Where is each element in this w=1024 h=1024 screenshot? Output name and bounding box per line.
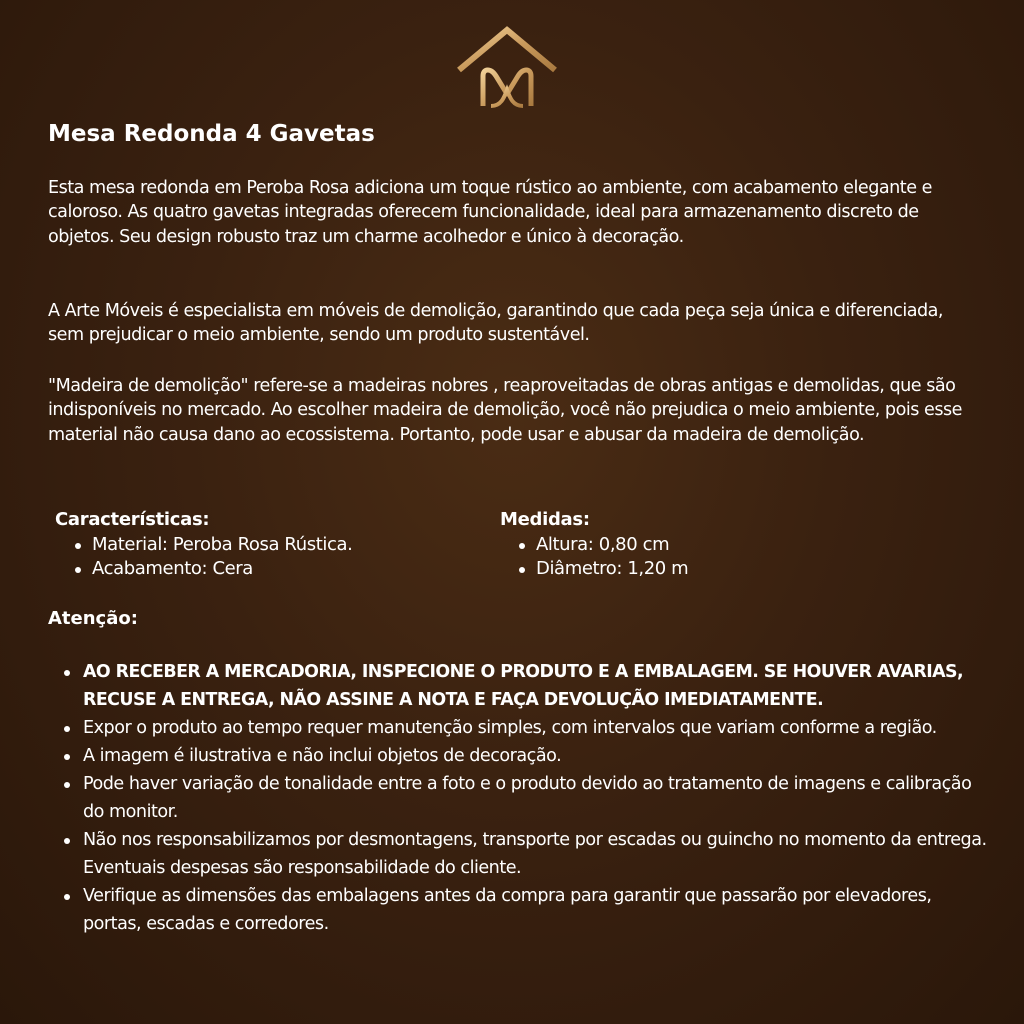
house-monogram-logo-icon xyxy=(456,26,558,112)
list-item: Diâmetro: 1,20 m xyxy=(516,557,688,581)
product-title: Mesa Redonda 4 Gavetas xyxy=(48,121,375,147)
measures-list xyxy=(516,533,688,581)
list-item: A imagem é ilustrativa e não inclui objetos de decoração. xyxy=(64,742,994,770)
description-paragraph-2: A Arte Móveis é especialista em móveis de demolição, garantindo que cada peça seja única e diferenciada, sem prejudicar o meio ambiente, sendo um produto sustentável. xyxy=(48,301,944,346)
attention-heading: Atenção: xyxy=(48,608,138,629)
measures-heading: Medidas: xyxy=(500,509,590,530)
features-heading: Características: xyxy=(55,509,210,530)
list-item-warning: AO RECEBER A MERCADORIA, INSPECIONE O PRODUTO E A EMBALAGEM. SE HOUVER AVARIAS, RECUSE A ENTREGA, NÃO ASSINE A NOTA E FAÇA DEVOLUÇÃO IMEDIATAMENTE. xyxy=(64,658,994,714)
description-paragraph-3: "Madeira de demolição" refere-se a madeiras nobres , reaproveitadas de obras antigas e demolidas, que são indisponíveis no mercado. Ao escolher madeira de demolição, você não prejudica o meio ambiente, pois esse material não causa dano ao ecossistema. Portanto, pode usar e abusar da madeira de demolição. xyxy=(48,376,962,445)
list-item: Material: Peroba Rosa Rústica. xyxy=(72,533,352,557)
features-list xyxy=(72,533,352,581)
list-item: Altura: 0,80 cm xyxy=(516,533,688,557)
description-paragraph-1: Esta mesa redonda em Peroba Rosa adiciona um toque rústico ao ambiente, com acabamento elegante e caloroso. As quatro gavetas integradas oferecem funcionalidade, ideal para armazenamento discreto de objetos. Seu design robusto traz um charme acolhedor e único à decoração. xyxy=(48,178,932,247)
list-item: Verifique as dimensões das embalagens antes da compra para garantir que passarão por elevadores, portas, escadas e corredores. xyxy=(64,882,994,938)
list-item: Não nos responsabilizamos por desmontagens, transporte por escadas ou guincho no momento da entrega. Eventuais despesas são responsabilidade do cliente. xyxy=(64,826,994,882)
list-item: Acabamento: Cera xyxy=(72,557,352,581)
list-item: Pode haver variação de tonalidade entre a foto e o produto devido ao tratamento de imagens e calibração do monitor. xyxy=(64,770,994,826)
attention-list xyxy=(64,658,994,938)
list-item: Expor o produto ao tempo requer manutenção simples, com intervalos que variam conforme a região. xyxy=(64,714,994,742)
